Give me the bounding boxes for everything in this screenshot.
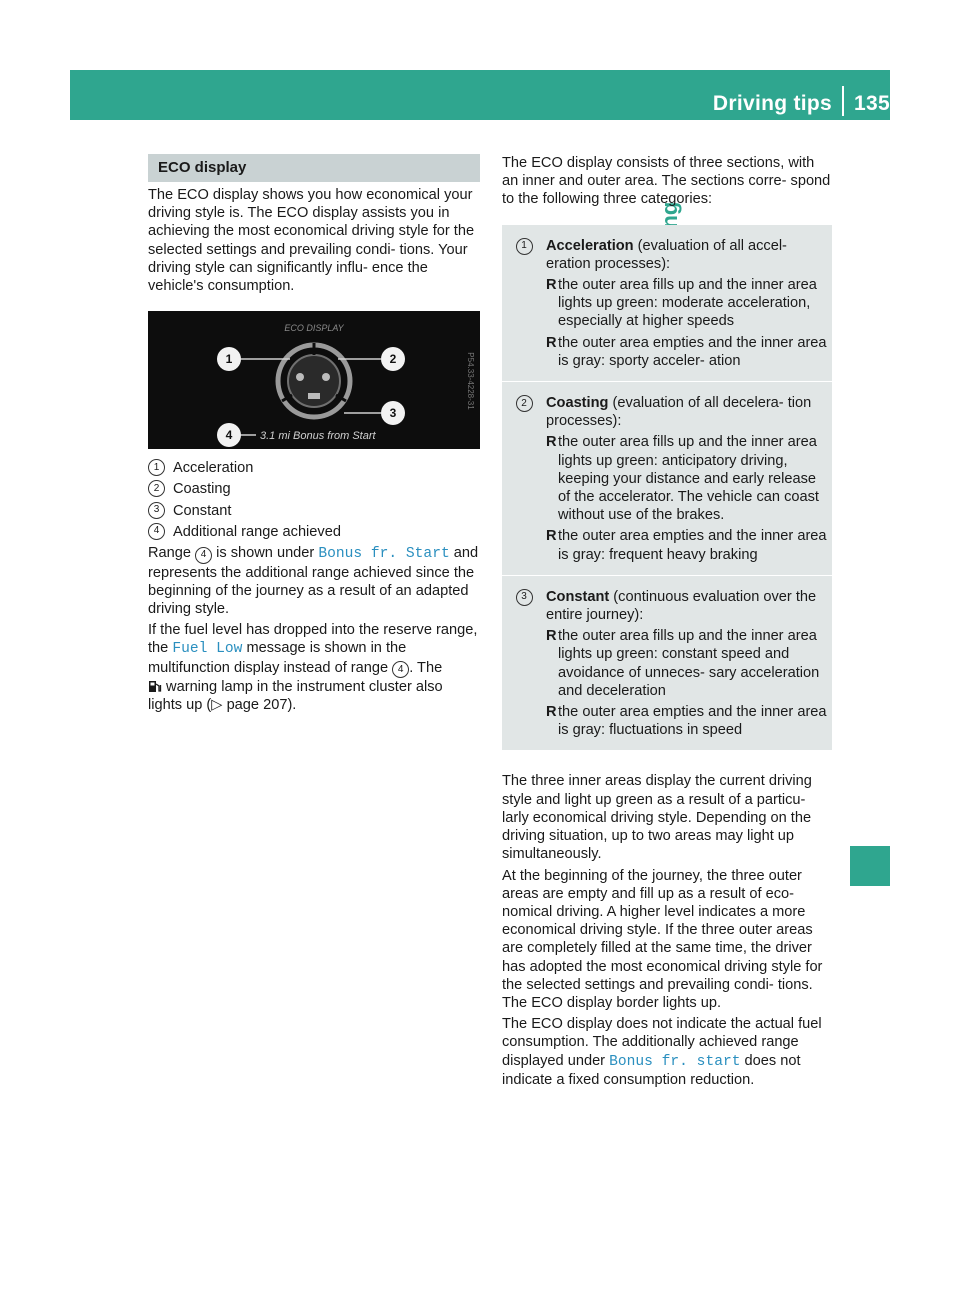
row-number: 2 [516,395,533,412]
page-number: 135 [854,92,890,115]
list-item: R the outer area empties and the inner area is gray: sporty acceler- ation [546,334,827,369]
outer-areas-paragraph: At the beginning of the journey, the three outer areas are empty and fill up as a result of eco- nomical driving. A higher level indicates a more economical driving style. If the three outer areas are completely filled at the same time, the driver has adopted the most economical driving style for the selected settings and prevailing condi- tions. The ECO display border lights up. [502,867,823,1011]
list-item: R the outer area empties and the inner area is gray: fluctuations in speed [546,704,827,739]
display-message-fuel-low: Fuel Low [172,641,243,658]
legend-label: Acceleration [173,460,254,477]
row-number: 1 [516,238,533,255]
legend-label: Coasting [173,481,231,498]
row-title: Acceleration [546,237,634,254]
intro-paragraph: The ECO display shows you how economical your driving style is. The ECO display assists you in achieving the most economical driving style for the selected settings and prevailing condi- tions. Your driving style can significantly influ- ence the vehicle's consumption. [148,187,475,295]
header-divider [842,86,844,116]
table-row: 2 Coasting (evaluation of all decelera- tion processes): R the outer area fills up and the inner area lights up green: anticipatory driving, keeping your distance and early release of the accelerator. The vehicle can coast without use of the brakes. R the outer area empties and the inner area is gray: frequent heavy braking [502,382,832,576]
header-section: Driving tips [712,92,833,115]
legend-item [148,502,480,520]
sections-intro: The ECO display consists of three sections, with an inner and outer area. The sections corre- spond to the following three categories: [502,155,831,208]
eco-display-image [148,311,480,449]
legend-item [148,459,480,477]
ref-number: 4 [195,547,212,564]
legend-label: Additional range achieved [173,523,341,540]
eco-display-figure [148,311,480,449]
list-item: R the outer area empties and the inner area is gray: frequent heavy braking [546,528,827,563]
row-number: 3 [516,589,533,606]
inner-areas-paragraph: The three inner areas display the current driving style and light up green as a result of a particu- larly economical driving style. Depending on the driving situation, up to two areas may light up simultaneously. [502,773,812,863]
table-row: 3 Constant (continuous evaluation over the entire journey): R the outer area fills up and the inner area lights up green: constant speed and avoidance of unneces- sary acceleration and deceleration R the outer area empties and the inner area is gray: fluctuations in speed [502,576,832,751]
bonus-readout: 3.1 mi Bonus from Start [260,430,376,443]
left-column [148,154,480,717]
legend-number: 4 [148,523,165,540]
categories-table [502,225,832,751]
row-title: Constant [546,588,610,605]
range-paragraph: Range 4 is shown under Bonus fr. Start and represents the additional range achieved since the beginning of the journey as a result of an adapted driving style. [148,545,479,617]
legend-item [148,480,480,498]
figure-code: P54.33-4228-31 [466,352,475,410]
legend-number: 1 [148,459,165,476]
callout-1: 1 [225,352,233,367]
ref-number: 4 [392,661,409,678]
display-message-bonus: Bonus fr. Start [318,546,450,563]
side-tab-marker [850,846,890,886]
list-item: R the outer area fills up and the inner area lights up green: moderate acceleration, especially at higher speeds [546,277,817,330]
right-column [502,154,832,1092]
section-heading: ECO display [148,154,480,182]
fuel-paragraph: If the fuel level has dropped into the reserve range, the Fuel Low message is shown in the multifunction display instead of range 4 . The warning lamp in the instrument cluster also lights up (▷ page 207). [148,622,478,714]
callout-2: 2 [389,352,397,367]
figure-title: ECO DISPLAY [284,323,344,334]
list-item: R the outer area fills up and the inner area lights up green: constant speed and avoidance of unneces- sary acceleration and deceleration [546,628,820,699]
callout-4: 4 [225,428,233,443]
legend-number: 3 [148,502,165,519]
consumption-paragraph: The ECO display does not indicate the actual fuel consumption. The additionally achieved range displayed under Bonus fr. start does not indicate a fixed consumption reduction. [502,1016,822,1088]
row-title: Coasting [546,395,609,412]
display-message-bonus: Bonus fr. start [609,1053,741,1070]
fuel-pump-icon [148,680,162,693]
table-row: 1 Acceleration (evaluation of all accel- eration processes): R the outer area fills up and the inner area lights up green: moderate acceleration, especially at higher speeds R the outer area empties and the inner area is gray: sporty acceler- ation [502,225,832,382]
legend-label: Constant [173,502,232,519]
legend-number: 2 [148,480,165,497]
list-item: R the outer area fills up and the inner area lights up green: anticipatory driving, keeping your distance and early release of the accelerator. The vehicle can coast without use of the brakes. [546,434,819,524]
legend-item [148,523,480,541]
callout-3: 3 [389,406,397,421]
page-reference-arrow: ▷ [211,697,223,714]
header-title [590,86,890,116]
